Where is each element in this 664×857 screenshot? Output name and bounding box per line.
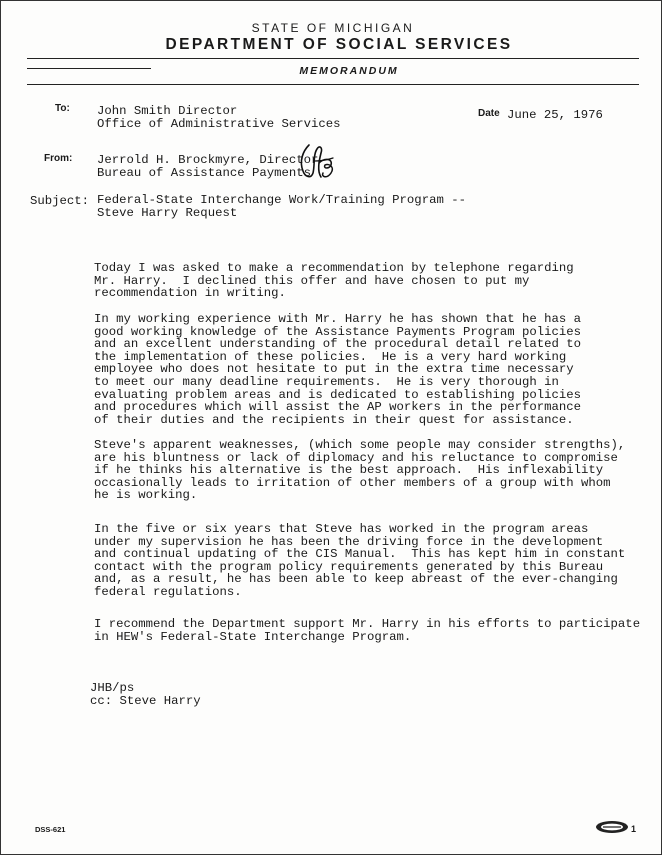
paragraph-5 xyxy=(94,618,640,643)
to-line: John Smith Director xyxy=(97,104,238,118)
body-line: Mr. Harry. I declined this offer and have chosen to put my xyxy=(94,273,530,288)
body-line: federal regulations. xyxy=(94,584,242,599)
body-line: in HEW's Federal-State Interchange Program. xyxy=(94,629,412,644)
body-line: Steve's apparent weaknesses, (which some people may consider strengths), xyxy=(94,438,626,452)
body-line: of their duties and the recipients in their quest for assistance. xyxy=(94,412,574,427)
body-line: to meet our many deadline requirements. He is very thorough in xyxy=(94,374,559,389)
typist-initials: JHB/ps xyxy=(90,681,135,695)
subject-label: Subject: xyxy=(30,194,90,208)
date-label: Date xyxy=(478,108,500,119)
body-line: occasionally leads to irritation of other members of a group with whom xyxy=(94,475,611,490)
memorandum-title: MEMORANDUM xyxy=(299,65,399,77)
body-line: Today I was asked to make a recommendation by telephone regarding xyxy=(94,261,574,275)
body-line: In the five or six years that Steve has worked in the program areas xyxy=(94,522,589,536)
body-line: he is working. xyxy=(94,488,198,503)
from-line: Bureau of Assistance Payments xyxy=(97,165,312,180)
body-line: and, as a result, he has been able to keep abreast of the ever-changing xyxy=(94,572,618,587)
body-line: are his bluntness or lack of diplomacy and his reluctance to compromise xyxy=(94,450,618,465)
to-label: To: xyxy=(55,103,70,114)
subject-line: Steve Harry Request xyxy=(97,205,238,220)
body-line: if he thinks his alternative is the best approach. His inflexability xyxy=(94,463,604,478)
signature-initials-icon xyxy=(295,141,339,185)
to-block xyxy=(97,105,341,130)
body-line: the implementation of these policies. He is a very hard working xyxy=(94,349,567,364)
body-line: In my working experience with Mr. Harry he has shown that he has a xyxy=(94,312,582,326)
cc-line: cc: Steve Harry xyxy=(90,694,201,708)
body-line: employee who does not hesitate to put in the extra time necessary xyxy=(94,362,574,377)
paragraph-4 xyxy=(94,523,625,599)
date-value: June 25, 1976 xyxy=(507,108,603,122)
paragraph-1 xyxy=(94,262,574,300)
to-line: Office of Administrative Services xyxy=(97,116,341,131)
union-bug-icon xyxy=(595,819,631,835)
union-bug-digit: 1 xyxy=(631,824,637,834)
body-line: and an excellent understanding of the procedural detail related to xyxy=(94,337,582,352)
form-number: DSS-621 xyxy=(35,825,66,834)
from-label: From: xyxy=(44,153,73,164)
short-rule xyxy=(27,68,151,69)
subject-block xyxy=(97,194,466,219)
top-rule xyxy=(27,58,639,59)
paragraph-3 xyxy=(94,439,625,502)
from-line: Jerrold H. Brockmyre, Director xyxy=(97,153,319,167)
body-line: and continual updating of the CIS Manual. This has kept him in constant xyxy=(94,547,626,562)
paragraph-2 xyxy=(94,313,581,426)
department-heading: DEPARTMENT OF SOCIAL SERVICES xyxy=(165,36,513,53)
body-line: good working knowledge of the Assistance Payments Program policies xyxy=(94,324,582,339)
bottom-rule xyxy=(27,84,639,85)
body-line: I recommend the Department support Mr. Harry in his efforts to participate xyxy=(94,617,641,631)
body-line: recommendation in writing. xyxy=(94,286,286,301)
subject-line: Federal-State Interchange Work/Training Program -- xyxy=(97,193,466,207)
body-line: evaluating problem areas and is dedicated to establishing policies xyxy=(94,387,582,402)
from-block xyxy=(97,154,318,179)
body-line: contact with the program policy requirements generated by this Bureau xyxy=(94,559,604,574)
state-heading: STATE OF MICHIGAN xyxy=(251,21,415,35)
body-line: under my supervision he has been the driving force in the development xyxy=(94,534,604,549)
body-line: and procedures which will assist the AP workers in the performance xyxy=(94,400,582,415)
